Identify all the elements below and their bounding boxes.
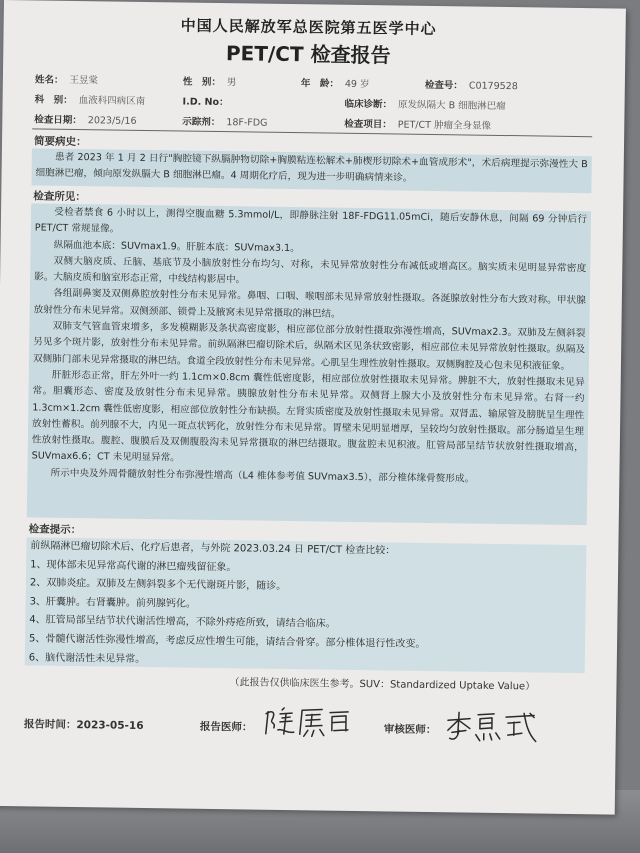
patient-name-field — [35, 71, 98, 86]
header-divider — [32, 128, 592, 137]
reviewer-signature-icon — [444, 708, 539, 745]
conclusion-line: 4、肛管局部呈结节状代谢活性增高，不除外痔疮所致，请结合临床。 — [29, 614, 336, 631]
patient-age: 49 岁 — [344, 78, 370, 91]
conclusion-line: 5、骨髓代谢活性弥漫性增高，考虑反应性增生可能，请结合骨穿。部分椎体退行性改变。 — [29, 633, 426, 650]
findings-box — [27, 203, 591, 525]
history-text: 患者 2023 年 1 月 2 日行"胸腔镜下纵膈肿物切除+胸膜粘连松解术+肺楔形切除术+血管成形术"，术后病理提示弥漫性大 B 细胞淋巴瘤，倾向原发纵膈大 B 细胞淋巴瘤。4 周期化疗后，现为进一步明确病情来诊。 — [35, 151, 588, 185]
clinical-diagnosis: 原发纵隔大 B 细胞淋巴瘤 — [398, 99, 506, 113]
conclusion-box — [25, 537, 587, 673]
patient-sex-field — [183, 74, 237, 89]
department-field — [35, 91, 146, 107]
tracer-field — [182, 114, 267, 129]
report-title: PET/CT 检查报告 — [225, 41, 391, 68]
exam-item-label: 检查项目： — [344, 118, 392, 131]
findings-paragraph: 所示中央及外周骨髓放射性分布弥漫性增高（L4 椎体参考值 SUVmax3.5），部分椎体缘骨赘形成。 — [50, 467, 475, 485]
findings-title: 检查所见： — [33, 190, 86, 204]
clinical-diagnosis-field — [345, 96, 506, 112]
report-content — [23, 0, 594, 737]
conclusion-line: 6、脑代谢活性未见异常。 — [28, 651, 146, 665]
report-time-field — [24, 716, 144, 733]
exam-date: 2023/5/16 — [87, 115, 137, 127]
findings-paragraph: 受检者禁食 6 小时以上，测得空腹血糖 5.3mmol/L，即静脉注射 18F-FDG11.05mCi，随后安静休息，间隔 69 分钟后行 PET/CT 常规显像。 — [34, 206, 588, 235]
conclusion-title: 检查提示： — [28, 523, 82, 537]
report-time: 2023-05-16 — [76, 719, 144, 733]
conclusion-line: 3、肝囊肿。右肾囊肿。前列腺钙化。 — [29, 596, 197, 610]
patient-age-label: 年 龄： — [300, 78, 339, 90]
reporter-label: 报告医师： — [199, 720, 253, 734]
reporter-signature-icon — [262, 704, 352, 741]
patient-sex-label: 性 别： — [182, 76, 221, 89]
exam-date-field — [34, 111, 136, 126]
findings-paragraph: 纵隔血池本底：SUVmax1.9。肝脏本底：SUVmax3.1。 — [53, 239, 300, 254]
report-time-label: 报告时间： — [23, 718, 77, 732]
department: 血液科四病区南 — [78, 95, 146, 107]
history-title: 简要病史： — [33, 135, 87, 149]
exam-date-label: 检查日期： — [34, 114, 82, 127]
exam-item: PET/CT 肿瘤全身显像 — [397, 119, 492, 132]
id-label: I.D. No： — [182, 96, 229, 109]
id-field — [183, 94, 235, 109]
findings-paragraph: 肝脏形态正常，肝左外叶一约 1.1cm×0.8cm 囊性低密度影，相应部位放射性摄取未见异常。脾脏不大，放射性摄取未见异常。胆囊形态、密度及放射性分布未见异常。胰腺放射性分布未见异常。双侧肾上腺大小及放射性分布未见异常。右肾一约 1.3cm×1.2cm 囊性低密度影，相应部位放射性分布缺损。左肾实质密度及放射性摄取未见异常。双肾盂、输尿管及膀胱呈生理性放射性蓄积。前列腺不大，内见一斑点状钙化，放射性分布未见异常。胃壁未见明显增厚，呈较均匀放射性摄取。部分肠道呈生理性放射性摄取。腹腔、腹膜后及双侧腹股沟未见异常摄取的淋巴结摄取。腹盆腔未见积液。肛管局部呈结节状放射性摄取增高，SUVmax6.6；CT 未见明显异常。 — [31, 369, 585, 464]
findings-paragraph: 各组副鼻窦及双侧鼻腔放射性分布未见异常。鼻咽、口咽、喉咽部未见异常放射性摄取。各涎腺放射性分布大致对称。甲状腺放射性分布未见异常。双侧颈部、锁骨上及腋窝未见异常摄取的淋巴结。 — [33, 288, 586, 320]
history-box — [31, 148, 591, 193]
reviewer-label: 审核医师： — [383, 723, 437, 737]
exam-number-field — [425, 77, 518, 92]
conclusion-line: 1、现体部未见异常高代谢的淋巴瘤残留征象。 — [30, 559, 237, 573]
conclusion-line: 2、双肺炎症。双肺及左侧斜裂多个无代谢斑片影，随诊。 — [29, 577, 287, 593]
tracer-label: 示踪剂： — [182, 116, 221, 129]
findings-paragraph: 双侧大脑皮质、丘脑、基底节及小脑放射性分布均匀、对称，未见异常放射性分布减低或增高区。脑实质未见明显异常密度影。大脑皮质和脑室形态正常，中线结构影居中。 — [34, 255, 587, 286]
tracer: 18F-FDG — [226, 117, 268, 129]
clinical-diagnosis-label: 临床诊断： — [344, 98, 393, 111]
disclaimer-note: （此报告仅供临床医生参考。SUV：Standardized Uptake Value） — [229, 677, 536, 693]
patient-name-label: 姓名： — [34, 74, 64, 86]
findings-paragraph: 双肺支气管血管束增多，多发模糊影及条状高密度影，相应部位部分放射性摄取弥漫性增高，SUVmax2.3。双肺及左侧斜裂另见多个斑片影，放射性分布未见异常。前纵隔淋巴瘤切除术后，纵隔术区见条状致密影，相应部位未见异常放射性摄取。纵隔及双侧肺门部未见异常摄取的淋巴结。食道全段放射性分布未见异常。心肌呈生理性放射性摄取。双侧胸腔及心包未见积液征象。 — [32, 320, 586, 372]
hospital-title: 中国人民解放军总医院第五医学中心 — [180, 16, 437, 39]
exam-number: C0179528 — [468, 80, 518, 93]
exam-item-field — [344, 116, 491, 132]
exam-number-label: 检查号： — [424, 79, 463, 92]
patient-age-field — [301, 75, 370, 90]
department-label: 科 别： — [34, 94, 73, 106]
conclusion-line: 前纵隔淋巴瘤切除术后、化疗后患者，与外院 2023.03.24 日 PET/CT 检查比较： — [30, 540, 396, 557]
patient-sex: 男 — [226, 77, 237, 89]
patient-name: 王昱棠 — [69, 74, 98, 87]
